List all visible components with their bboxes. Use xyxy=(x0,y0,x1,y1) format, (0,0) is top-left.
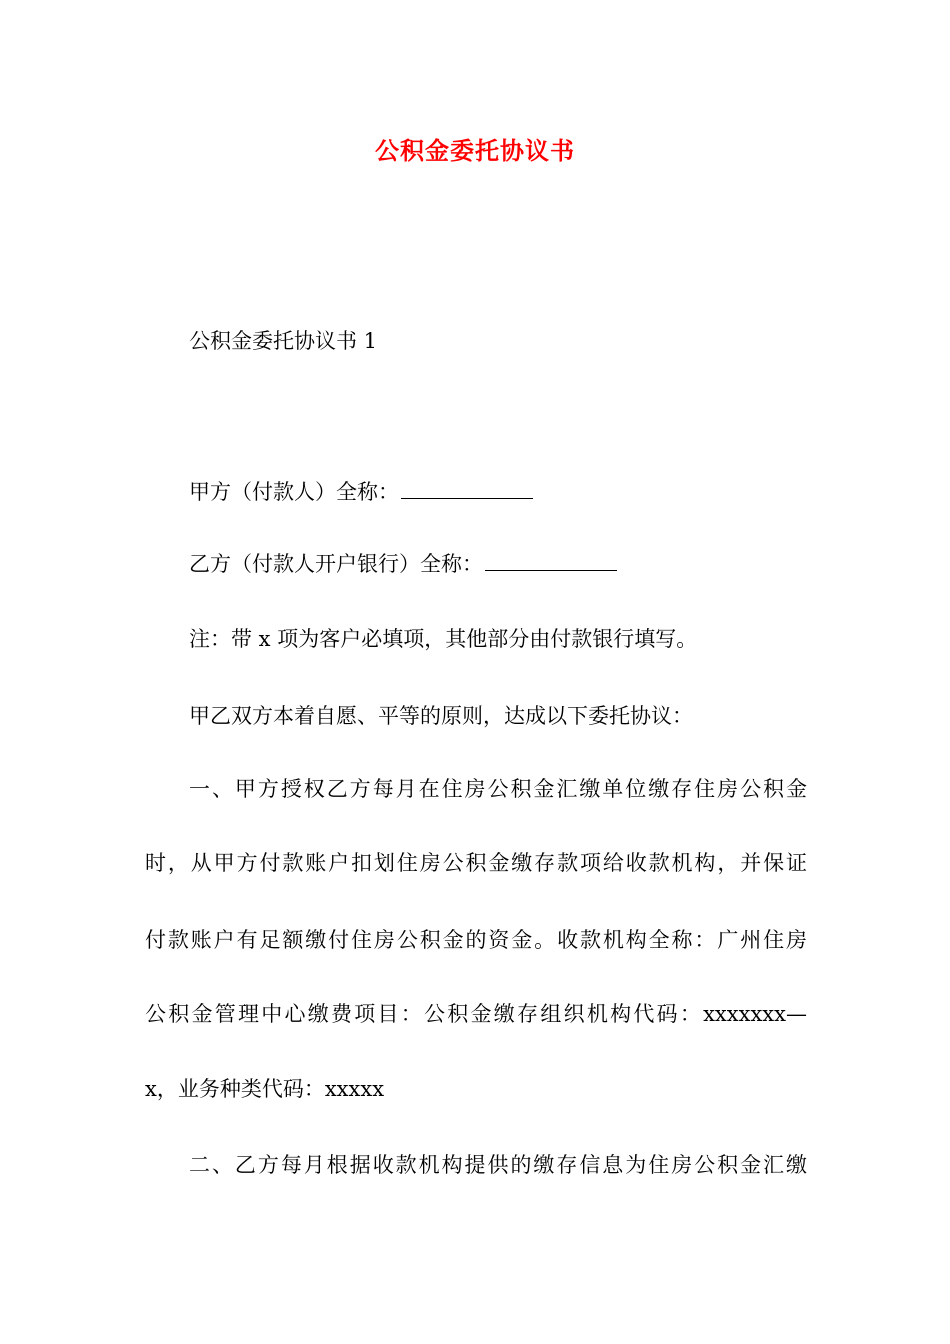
party-b-label: 乙方（付款人开户银行）全称： xyxy=(189,552,483,576)
clause1-line-4: 公积金管理中心缴费项目：公积金缴存组织机构代码：xxxxxxx— xyxy=(145,1002,807,1026)
clause1-line-5: x，业务种类代码：xxxxx xyxy=(145,1077,385,1101)
clause1-line-1: 一、甲方授权乙方每月在住房公积金汇缴单位缴存住房公积金 xyxy=(189,777,807,801)
party-a-blank xyxy=(401,478,533,499)
document-title: 公积金委托协议书 xyxy=(375,136,575,165)
preamble-text: 甲乙双方本着自愿、平等的原则，达成以下委托协议： xyxy=(189,704,693,728)
clause1-line-3: 付款账户有足额缴付住房公积金的资金。收款机构全称：广州住房 xyxy=(145,928,807,952)
clause2-line-1: 二、乙方每月根据收款机构提供的缴存信息为住房公积金汇缴 xyxy=(189,1153,807,1177)
party-a-field xyxy=(189,476,807,508)
note-text: 注：带 x 项为客户必填项，其他部分由付款银行填写。 xyxy=(189,627,698,651)
clause1-line-2: 时，从甲方付款账户扣划住房公积金缴存款项给收款机构，并保证 xyxy=(145,851,807,875)
party-b-blank xyxy=(485,550,617,571)
party-b-field xyxy=(189,548,807,580)
party-a-label: 甲方（付款人）全称： xyxy=(189,480,399,504)
document-subtitle: 公积金委托协议书 1 xyxy=(189,329,378,353)
